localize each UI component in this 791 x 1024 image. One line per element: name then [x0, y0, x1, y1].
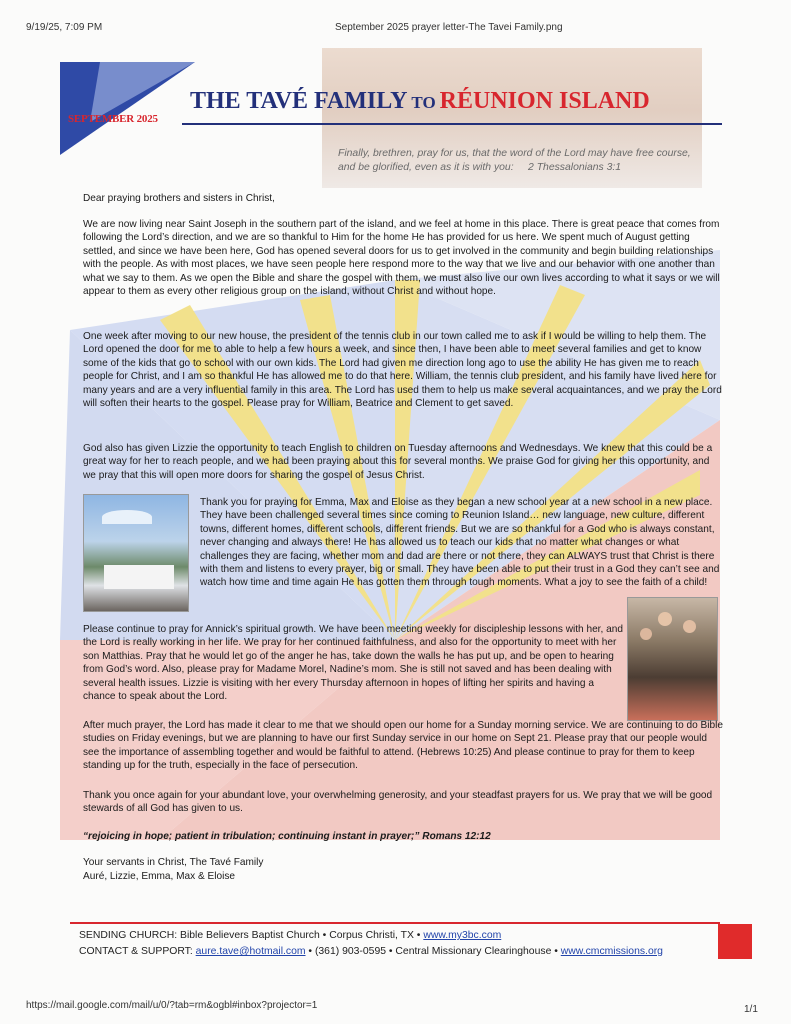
footer-rule	[70, 922, 720, 924]
greeting: Dear praying brothers and sisters in Christ,	[83, 193, 275, 204]
family-names: Auré, Lizzie, Emma, Max & Eloise	[83, 871, 236, 882]
footer-red-block	[718, 924, 752, 959]
paragraph-7: Thank you once again for your abundant love, your overwhelming generosity, and your steadfast prayers for us. We pray that we will be good stewards of all God has given to us.	[83, 790, 713, 815]
letterhead-triangle	[60, 62, 200, 157]
church-website-link[interactable]: www.my3bc.com	[423, 930, 502, 941]
title-family: THE TAVÉ FAMILY	[190, 88, 408, 114]
letterhead-title	[190, 88, 650, 115]
paragraph-6: After much prayer, the Lord has made it clear to me that we should open our home for a Sunday morning service. We are continuing to do Bible studies on Friday evenings, but we are planning to have our first Sunday service in our home on Sept 21. Please pray that our people would see the importance of assembling together and would be faithful to attend. (Hebrews 10:25) And please continue to pray for them to keep standing up for the truth, especially in the face of persecution.	[83, 720, 723, 772]
letterhead-date: SEPTEMBER 2025	[68, 113, 158, 125]
closing: Your servants in Christ, The Tavé Family	[83, 857, 264, 868]
contact-label: CONTACT & SUPPORT:	[79, 946, 193, 957]
paragraph-5: Please continue to pray for Annick’s spiritual growth. We have been meeting weekly for discipleship lessons with her, and the Lord is really working in her life. We pray for her continued faithfulness, and also for the opportunity to meet with her son Matthias. Pray that he would let go of the anger he has, take down the walls he has put up, and be open to hearing from God’s word. Also, please pray for Madame Morel, Nadine’s mom. She is still not saved and has been dealing with several health issues. Lizzie is visiting with her every Thursday afternoon in hopes of lifting her spirits and having a chance to speak about the Lord.	[83, 624, 623, 703]
paragraph-2: One week after moving to our new house, the president of the tennis club in our town called me to ask if I would be willing to help them. The Lord opened the door for me to able to help a few hours a week, and since then, I have been able to meet several families and get to know some of the kids that go to school with our own kids. The Lord had given me direction long ago to use the ability He has given me to reach people for Christ, and I am so thankful He has allowed me to do that here. William, the tennis club president, and his family have lived here for many years and are a very influential family in this area. The Lord has used them to help us make several acquaintances, and we pray the Lord will soften their hearts to the gospel. Please pray for William, Beatrice and Clement to get saved.	[83, 331, 722, 410]
print-datetime: 9/19/25, 7:09 PM	[26, 22, 103, 33]
verse-ref: 2 Thessalonians 3:1	[528, 162, 622, 173]
letterhead-verse	[338, 147, 696, 175]
title-island: RÉUNION ISLAND	[439, 88, 650, 114]
paragraph-1: We are now living near Saint Joseph in the southern part of the island, and we feel at home in this place. There is great peace that comes from following the Lord’s direction, and we are so thankful to Him for the home He has provided for us here. We spent much of August getting settled, and since we have been here, God has opened several doors for us to get involved in the community and begin building relationships with the people. As with most places, we have seen people here respond more to the way that we live and our behavior with one another than what we say to them. As we open the Bible and share the gospel with them, we must also live our own lives according to what it says or we will appear to them as every other religious group on the island, without Christ and without hope.	[83, 219, 720, 298]
kids-picnic-photo	[83, 494, 189, 612]
paragraph-4: Thank you for praying for Emma, Max and Eloise as they began a new school year at a new school in a new place. They have been challenged several times since coming to Reunion Island… new language, new culture, different towns, different homes, different schools, different friends. But we are so thankful for a God who is always constant, never changing and always there! He has allowed us to teach our kids that no matter what changes or what challenges they are facing, whether mom and dad are there or not there, they can ALWAYS trust that Christ is there with them and listens to every prayer, big or small. They have been able to put their trust in a God they can’t see and watch how time and time again He has gotten them through tough moments. What a joy to see the faith of a child!	[200, 497, 720, 589]
cmc-website-link[interactable]: www.cmcmissions.org	[560, 946, 663, 957]
title-to: TO	[411, 93, 436, 112]
paragraph-3: God also has given Lizzie the opportunity to teach English to children on Tuesday afternoons and Wednesdays. We knew that this could be a great way for her to reach people, and we had been praying about this for several months. We praise God for giving her this opportunity, and we pray that this will open more doors for sharing the gospel of Jesus Christ.	[83, 443, 713, 481]
phone-org-text: • (361) 903-0595 • Central Missionary Clearinghouse •	[308, 946, 558, 957]
print-doc-title: September 2025 prayer letter-The Tavei Family.png	[335, 22, 563, 33]
sending-church-text: SENDING CHURCH: Bible Believers Baptist Church • Corpus Christi, TX •	[79, 930, 421, 941]
family-visit-photo	[627, 597, 718, 721]
email-link[interactable]: aure.tave@hotmail.com	[195, 946, 306, 957]
print-page-number: 1/1	[744, 1004, 758, 1015]
footer-contact	[79, 946, 663, 957]
quote-ref: Romans 12:12	[422, 831, 491, 842]
footer-sending-church	[79, 930, 501, 941]
letterhead-rule	[182, 123, 722, 125]
verse-text: Finally, brethren, pray for us, that the word of the Lord may have free course, and be glorified, even as it is with you:	[338, 148, 691, 173]
quote-text: “rejoicing in hope; patient in tribulation; continuing instant in prayer;”	[83, 831, 420, 842]
print-url: https://mail.google.com/mail/u/0/?tab=rm&ogbl#inbox?projector=1	[26, 1000, 318, 1011]
scripture-quote	[83, 830, 723, 843]
